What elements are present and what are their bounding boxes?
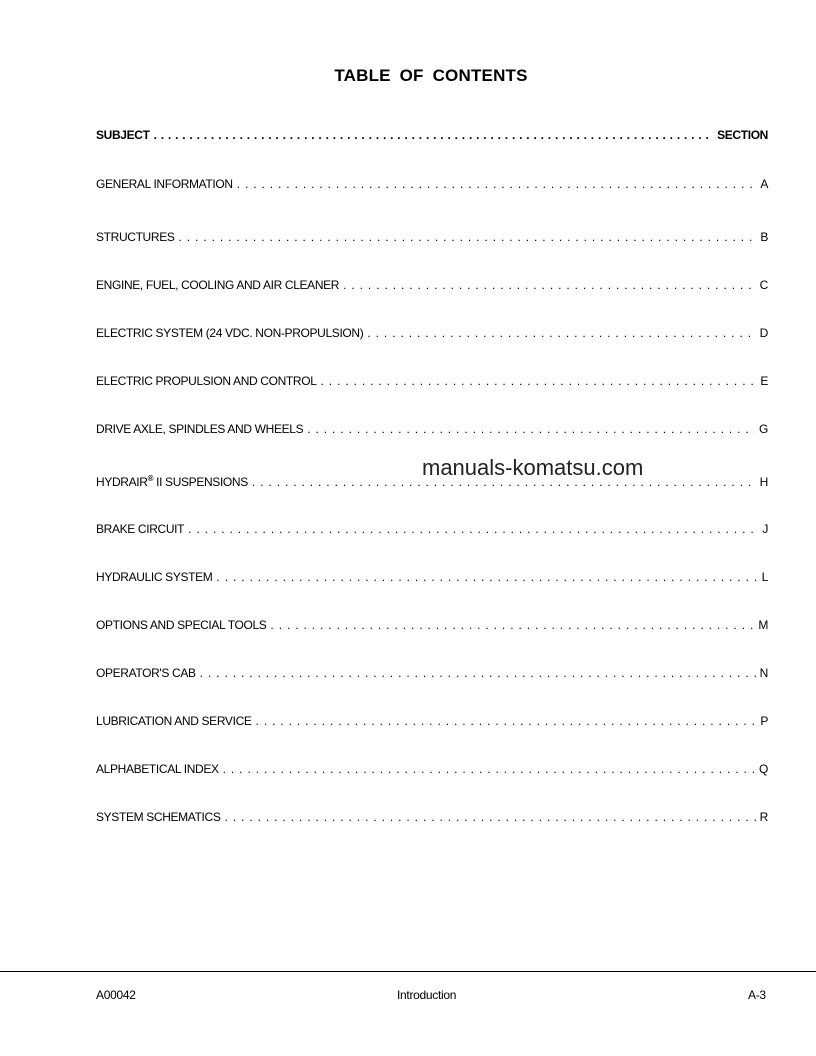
toc-entry-label: ENGINE, FUEL, COOLING AND AIR CLEANER	[96, 278, 340, 292]
dot-leader	[367, 326, 755, 340]
toc-entry[interactable]	[96, 326, 768, 340]
page-title: TABLE OF CONTENTS	[334, 66, 528, 85]
toc-entry[interactable]	[96, 230, 768, 244]
toc-entry[interactable]	[96, 570, 768, 584]
footer-page-number: A-3	[748, 988, 766, 1002]
toc-entry-label: LUBRICATION AND SERVICE	[96, 714, 252, 728]
watermark: manuals-komatsu.com	[422, 455, 644, 480]
section-heading: SECTION	[717, 128, 768, 142]
dot-leader	[223, 762, 755, 776]
dot-leader	[321, 374, 757, 388]
toc-entry-label: OPTIONS AND SPECIAL TOOLS	[96, 618, 267, 632]
toc-entry-label: DRIVE AXLE, SPINDLES AND WHEELS	[96, 422, 304, 436]
toc-entry-label: STRUCTURES	[96, 230, 175, 244]
subject-heading: SUBJECT	[96, 128, 150, 142]
dot-leader	[270, 618, 754, 632]
dot-leader	[237, 177, 757, 191]
registered-mark: ®	[147, 474, 154, 483]
toc-entry-section: B	[760, 230, 768, 244]
toc-entry-section: J	[762, 522, 768, 536]
footer-chapter: Introduction	[397, 988, 457, 1002]
dot-leader	[188, 522, 758, 536]
dot-leader	[225, 810, 756, 824]
toc-entry-label	[96, 474, 252, 489]
toc-entry-label: ALPHABETICAL INDEX	[96, 762, 219, 776]
toc-entry-section: M	[758, 618, 768, 632]
toc-header	[96, 128, 768, 142]
dot-leader	[307, 422, 755, 436]
toc-entry[interactable]	[96, 177, 768, 191]
footer-divider	[0, 971, 816, 972]
toc-entry-section: A	[760, 177, 768, 191]
label-part: II SUSPENSIONS	[153, 475, 248, 489]
dot-leader	[256, 714, 757, 728]
toc-entry[interactable]	[96, 810, 768, 824]
toc-entry-section: P	[760, 714, 768, 728]
toc-entry[interactable]	[96, 762, 768, 776]
dot-leader	[179, 230, 757, 244]
toc-entry-label: HYDRAULIC SYSTEM	[96, 570, 213, 584]
toc-entry-label: ELECTRIC PROPULSION AND CONTROL	[96, 374, 317, 388]
toc-entry-label: ELECTRIC SYSTEM (24 VDC. NON-PROPULSION)	[96, 326, 364, 340]
toc-entry-section: L	[761, 570, 768, 584]
toc-entry-section: G	[759, 422, 768, 436]
dot-leader	[216, 570, 757, 584]
toc-entry[interactable]	[96, 618, 768, 632]
toc-entry-label: OPERATOR'S CAB	[96, 666, 196, 680]
toc-entry[interactable]	[96, 278, 768, 292]
toc-entry[interactable]	[96, 422, 768, 436]
toc-entry-label: BRAKE CIRCUIT	[96, 522, 185, 536]
dot-leader	[200, 666, 756, 680]
toc-entry-section: D	[759, 326, 768, 340]
toc-entry-section: E	[760, 374, 768, 388]
toc-entry-section: C	[759, 278, 768, 292]
toc-entry[interactable]	[96, 714, 768, 728]
toc-entry[interactable]	[96, 522, 768, 536]
toc-entry-label: SYSTEM SCHEMATICS	[96, 810, 221, 824]
footer-doc-number: A00042	[96, 988, 136, 1002]
toc-entry-section: H	[759, 475, 768, 489]
toc-entry-section: N	[759, 666, 768, 680]
toc-entry-label: GENERAL INFORMATION	[96, 177, 233, 191]
label-part: HYDRAIR	[96, 475, 148, 489]
toc-entry[interactable]	[96, 374, 768, 388]
toc-entry[interactable]	[96, 666, 768, 680]
toc-entry-section: Q	[759, 762, 768, 776]
dot-leader	[154, 128, 714, 142]
toc-entry-section: R	[759, 810, 768, 824]
dot-leader	[343, 278, 756, 292]
